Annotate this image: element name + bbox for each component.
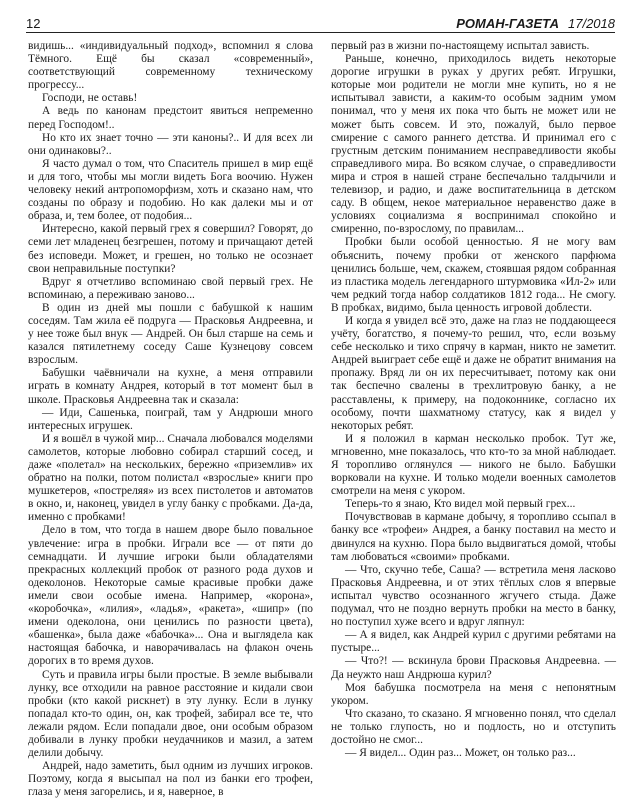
paragraph: видишь... «индивидуальный подход», вспомнил я слова Тёмного. Ещё бы сказал «современный», соответствующий современному техническому прогрессу... [28,40,313,92]
paragraph: И я вошёл в чужой мир... Сначала любовался моделями самолетов, которые любовно собирал старший сосед, и даже «полетал» на нескольких, бережно «приземлив» их обратно на полки, потом полистал «взрослые» книги про мушкетеров, «постреляя» из всех пистолетов и автоматов в окно, и, наконец, увидел в углу банку с пробками. Да-да, именно с пробками! [28,432,313,524]
paragraph: — А я видел, как Андрей курил с другими ребятами на пустыре... [331,629,616,655]
paragraph: Вдруг я отчетливо вспоминаю свой первый грех. Не вспоминаю, а переживаю заново... [28,275,313,301]
paragraph: И я положил в карман несколько пробок. Тут же, мгновенно, мне показалось, что кто-то за мной наблюдает. Я торопливо оглянулся — никого не было. Бабушки ворковали на кухне. И только модели военных самолетов смотрели на меня с укором. [331,432,616,498]
paragraph: В один из дней мы пошли с бабушкой к нашим соседям. Там жила её подруга — Прасковья Андреевна, и у нее тоже был внук — Андрей. Он был старше на семь и казался пятилетнему соседу Саше Кузнецову совсем взрослым. [28,301,313,367]
paragraph: Что сказано, то сказано. Я мгновенно понял, что сделал не только глупость, но и подлость, но и отступить достойно не смог... [331,707,616,746]
paragraph: Бабушки чаёвничали на кухне, а меня отправили играть в комнату Андрея, который в тот момент был в школе. Прасковья Андреевна так и сказала: [28,367,313,406]
paragraph: первый раз в жизни по-настоящему испытал зависть. [331,40,590,52]
running-header [26,16,615,33]
paragraph: Господи, не оставь! [42,92,138,105]
journal-title: РОМАН-ГАЗЕТА [456,16,559,31]
paragraph: Дело в том, что тогда в нашем дворе было повальное увлечение: игра в пробки. Играли все — от пяти до семнадцати. И лучшие игроки были обладателями прекрасных коллекций пробок от разного рода духов и одеколонов. Некоторые самые красивые пробки даже имели свои особые имена. Например, «корона», «коробочка», «лилия», «ладья», «ракета», «шипр» (по имени одеколона, они ценились по разности цвета), «башенка», была даже «бабочка»... Она и выглядела как настоящая бабочка, и наворачивалась на флакон очень дорогих в то время духов. [28,524,313,668]
paragraph: Пробки были особой ценностью. Я не могу вам объяснить, почему пробки от женского парфюма ценились больше, чем, скажем, стоявшая рядом собранная из пластика модель легендарного штурмовика «Ил-2» или чем редкий тогда набор солдатиков 1812 года... Не смогу. В пробках, видимо, была ценность игровой доблести. [331,236,616,314]
paragraph: — Я видел... Один раз... Может, он только раз... [345,747,576,760]
paragraph: — Что, скучно тебе, Саша? — встретила меня ласково Прасковья Андреевна, и от этих тёплых слов я впервые испытал чувство осознанного жгучего стыда. Даже подумал, что не поздно вернуть пробки на место в банку, но поступил хуже всего и вдруг ляпнул: [331,563,616,629]
paragraph: — Иди, Сашенька, поиграй, там у Андрюши много интересных игрушек. [28,406,313,432]
paragraph: Теперь-то я знаю, Кто видел мой первый грех... [345,498,576,511]
paragraph: Моя бабушка посмотрела на меня с непонятным укором. [331,681,616,707]
paragraph: Почувствовав в кармане добычу, я торопливо ссыпал в банку все «трофеи» Андрея, а банку поставил на место и двинулся на кухню. Пора было выдвигаться домой, чтобы там любоваться «своими» пробками. [331,511,616,563]
text-column-left [28,40,313,799]
paragraph: Суть и правила игры были простые. В земле выбывали лунку, все отходили на равное расстояние и кидали свои пробки (кто какой рискнет) в эту лунку. Если в лунку попадал кто-то один, он, как трофей, забирал все те, что лежали рядом. Если попадали двое, они особым образом добивали в лунку пробки неудачников и мазил, а затем делили добычу. [28,668,313,760]
page-number: 12 [26,16,41,31]
issue-number: 17/2018 [568,16,615,31]
paragraph: Я часто думал о том, что Спаситель пришел в мир ещё и для того, чтобы мы могли видеть Бога воочию. Нужен человеку некий антропоморфизм, хоть и сказано нам, что созданы по образу и подобию. Но как далеки мы и от образа, и, тем более, от подобия... [28,157,313,223]
paragraph: Но кто их знает точно — эти каноны?.. И для всех ли они одинаковы?.. [28,131,313,157]
paragraph: Интересно, какой первый грех я совершил? Говорят, до семи лет младенец безгрешен, потому и причащают детей без исповеди. Может, и грешен, но только не осознает свои неправильные поступки? [28,223,313,275]
paragraph: И когда я увидел всё это, даже на глаз не поддающееся учёту, богатство, я почему-то решил, что, если возьму себе несколько и тихо спрячу в карман, никто не заметит. Андрей выиграет себе ещё и даже не обратит внимания на пропажу. Вряд ли он их пересчитывает, потому как они так беспечно свалены в трехлитровую банку, а не расставлены, к примеру, на подоконнике, согласно их особому, почти шахматному статусу, как я видел у некоторых ребят. [331,314,616,432]
text-column-right [331,40,616,792]
paragraph: А ведь по канонам предстоит явиться непременно перед Господом!.. [28,105,313,131]
paragraph: — Что?! — вскинула брови Прасковья Андреевна. — Да неужто наш Андрюша курил? [331,655,616,681]
paragraph: Раньше, конечно, приходилось видеть некоторые дорогие игрушки в руках у других ребят. Игрушки, которые мои родители не могли мне купить, но я не испытывал зависти, а каким-то особым задним умом понимал, что у меня их пока что быть не может или не может быть совсем. И это, пожалуй, было первое смирение с самого раннего детства. И принимал его с грустным детским пониманием несправедливости якобы справедливого мира. Во всяком случае, о справедливости мира и строя в нашей стране беспечально талдычили и телевизор, и радио, и даже воспитательница в детском саду. В общем, некое материальное неравенство даже в условиях социализма я воспринимал спокойно и смиренно, по-взрослому, по правилам... [331,53,616,236]
paragraph: Андрей, надо заметить, был одним из лучших игроков. Поэтому, когда я высыпал на пол из банки его трофеи, глаза у меня загорелись, и я, наверное, в [28,760,313,799]
